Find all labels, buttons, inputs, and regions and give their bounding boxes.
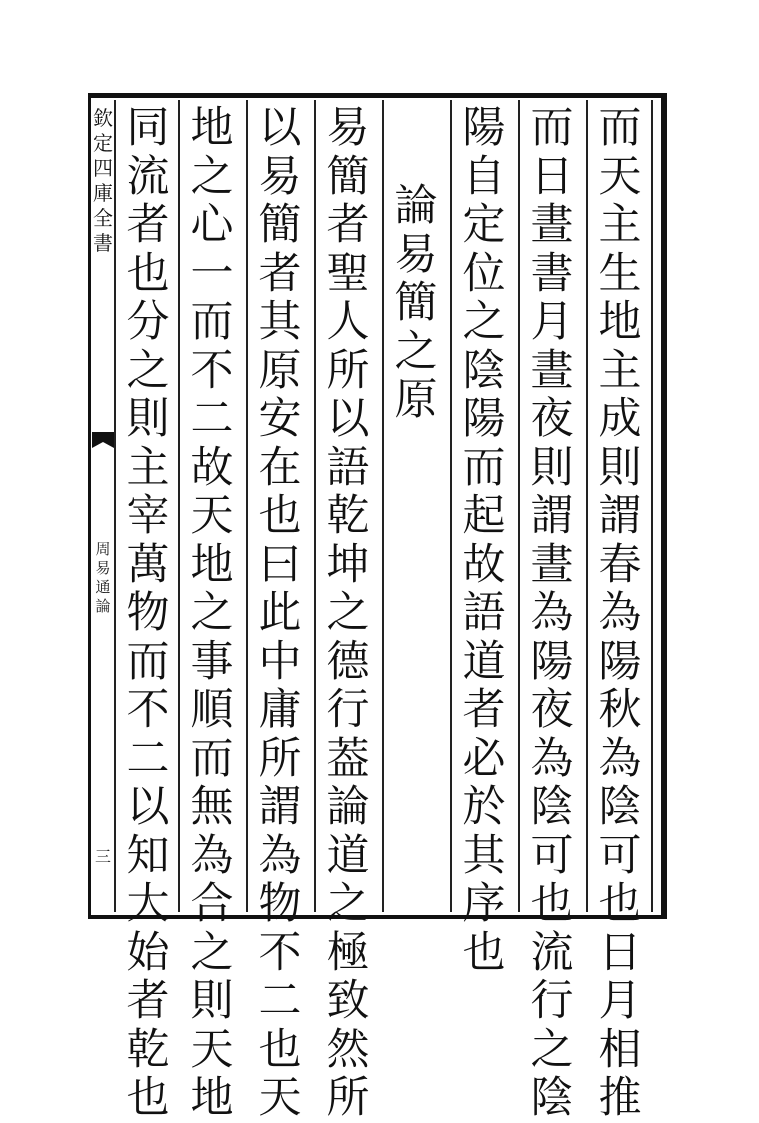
column-text: 而天主生地主成則謂春為陽秋為陰可也日月相推 <box>598 103 642 1123</box>
column-rule <box>314 100 316 912</box>
column-text: 地之心一而不二故天地之事順而無為合之則天地 <box>190 103 234 1123</box>
section-heading-column <box>386 104 446 910</box>
margin-column-rule <box>114 100 116 912</box>
column-text: 而日晝書月晝夜則謂晝為陽夜為陰可也流行之陰 <box>530 103 574 1123</box>
column-rule <box>586 100 588 912</box>
column-text: 陽自定位之陰陽而起故語道者必於其序也 <box>462 103 506 978</box>
margin-page-number: 三 <box>94 847 111 866</box>
frame-right-border <box>661 93 667 919</box>
text-column-2 <box>522 103 582 1123</box>
column-rule <box>382 100 384 912</box>
column-text: 易簡者聖人所以語乾坤之德行葢論道之極致然所 <box>326 103 370 1123</box>
column-text: 以易簡者其原安在也曰此中庸所謂為物不二也天 <box>258 103 302 1123</box>
column-rule <box>246 100 248 912</box>
frame-top-border <box>88 93 663 98</box>
text-column-1 <box>590 103 650 1123</box>
text-column-7 <box>182 103 242 1123</box>
frame-right-inner-rule <box>651 100 653 912</box>
text-column-8 <box>118 103 178 1123</box>
text-column-6 <box>250 103 310 1123</box>
margin-section-name: 周易通論 <box>95 540 111 615</box>
section-heading: 論易簡之原 <box>394 181 438 425</box>
column-rule <box>178 100 180 912</box>
column-rule <box>518 100 520 912</box>
column-rule <box>450 100 452 912</box>
margin-book-title: 欽定四庫全書 <box>93 106 113 255</box>
column-text: 同流者也分之則主宰萬物而不二以知大始者乾也 <box>126 103 170 1123</box>
margin-column <box>92 100 114 912</box>
text-column-5 <box>318 103 378 1123</box>
text-column-3 <box>454 103 514 978</box>
frame-left-border <box>88 93 91 919</box>
fishtail-mark-icon <box>92 432 114 472</box>
